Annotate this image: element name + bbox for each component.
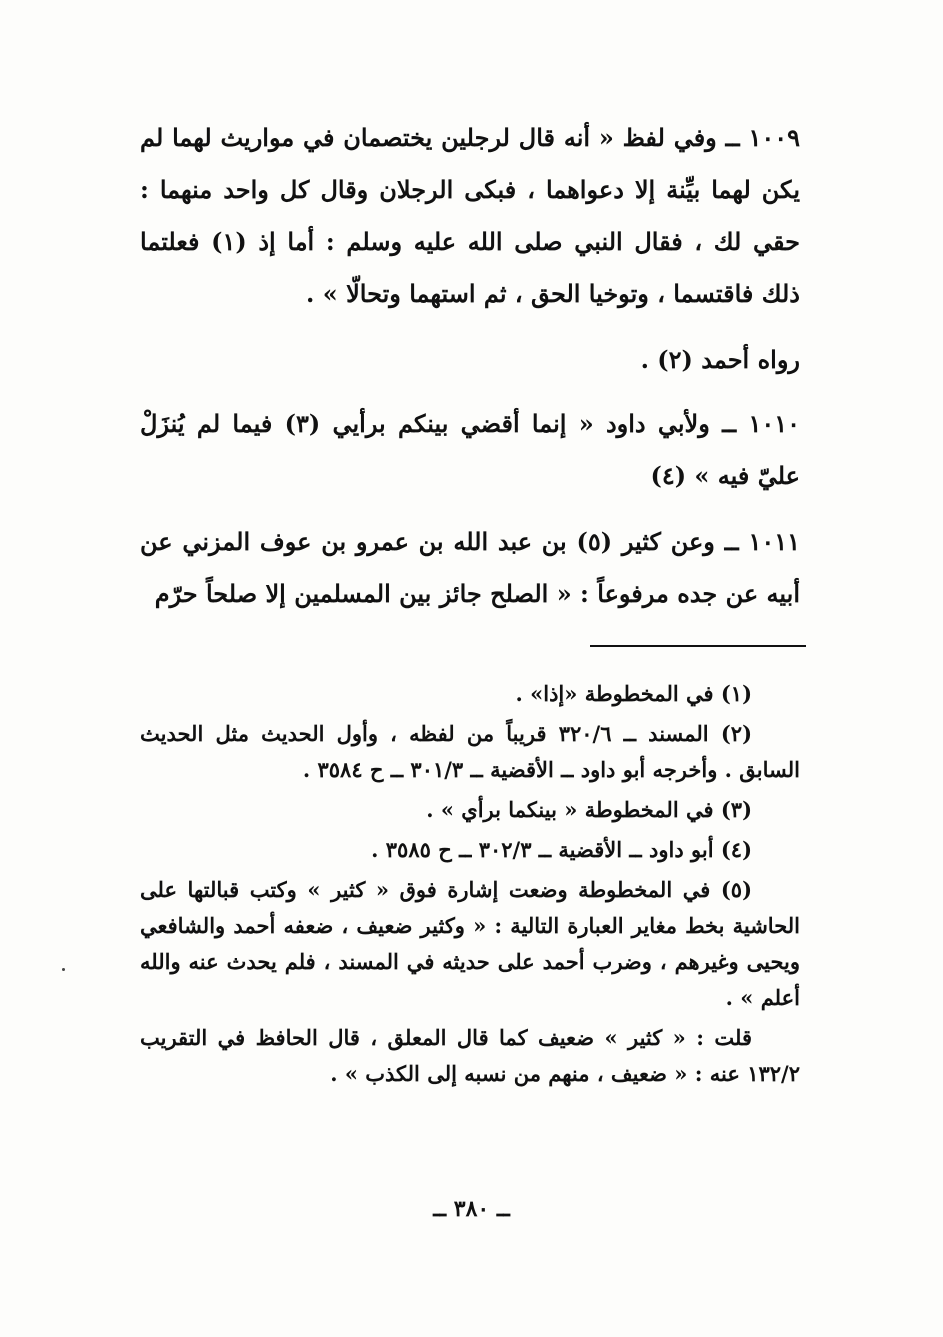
footnote-3: (٣) في المخطوطة « بينكما برأي » .	[426, 797, 752, 822]
editor-comment: قلت : « كثير » ضعيف كما قال المعلق ، قال الحافظ في التقريب ١٣٢/٢ عنه : « ضعيف ، منهم من نسبه إلى الكذب » .	[140, 1025, 800, 1086]
footnote-2: (٢) المسند ــ ٣٢٠/٦ قريباً من لفظه ، وأول الحديث مثل الحديث السابق . وأخرجه أبو داود ــ الأقضية ــ ٣٠١/٣ ــ ح ٣٥٨٤ .	[140, 721, 800, 782]
footnote-5: (٥) في المخطوطة وضعت إشارة فوق « كثير » وكتب قبالتها على الحاشية بخط مغاير العبارة التالية : « وكثير ضعيف ، ضعفه أحمد والشافعي ويحيى وغيرهم ، وضرب أحمد على حديثه في المسند ، فلم يحدث عنه والله أعلم » .	[140, 877, 800, 1010]
scan-speck	[62, 968, 65, 971]
footnotes	[140, 676, 800, 1096]
main-text-body	[140, 112, 800, 634]
footnote-separator	[590, 645, 806, 647]
hadith-1010: ١٠١٠ ــ ولأبي داود « إنما أقضي بينكم برأيي (٣) فيما لم يُنزَلْ عليّ فيه » (٤)	[140, 409, 800, 490]
hadith-1009: ١٠٠٩ ــ وفي لفظ « أنه قال لرجلين يختصمان في مواريث لهما لم يكن لهما بيِّنة إلا دعواهما ، فبكى الرجلان وقال كل واحد منهما : حقي لك ، فقال النبي صلى الله عليه وسلم : أما إذ (١) فعلتما ذلك فاقتسما ، وتوخيا الحق ، ثم استهما وتحالّا » .	[140, 123, 800, 308]
narration-ahmad: رواه أحمد (٢) .	[640, 345, 800, 374]
page-number: ــ ٣٨٠ ــ	[433, 1196, 510, 1222]
footnote-4: (٤) أبو داود ــ الأقضية ــ ٣٠٢/٣ ــ ح ٣٥٨٥ .	[371, 837, 752, 862]
footnote-1: (١) في المخطوطة «إذا» .	[515, 681, 752, 706]
hadith-1011: ١٠١١ ــ وعن كثير (٥) بن عبد الله بن عمرو بن عوف المزني عن أبيه عن جده مرفوعاً : « الصلح جائز بين المسلمين إلا صلحاً حرّم	[140, 527, 800, 608]
